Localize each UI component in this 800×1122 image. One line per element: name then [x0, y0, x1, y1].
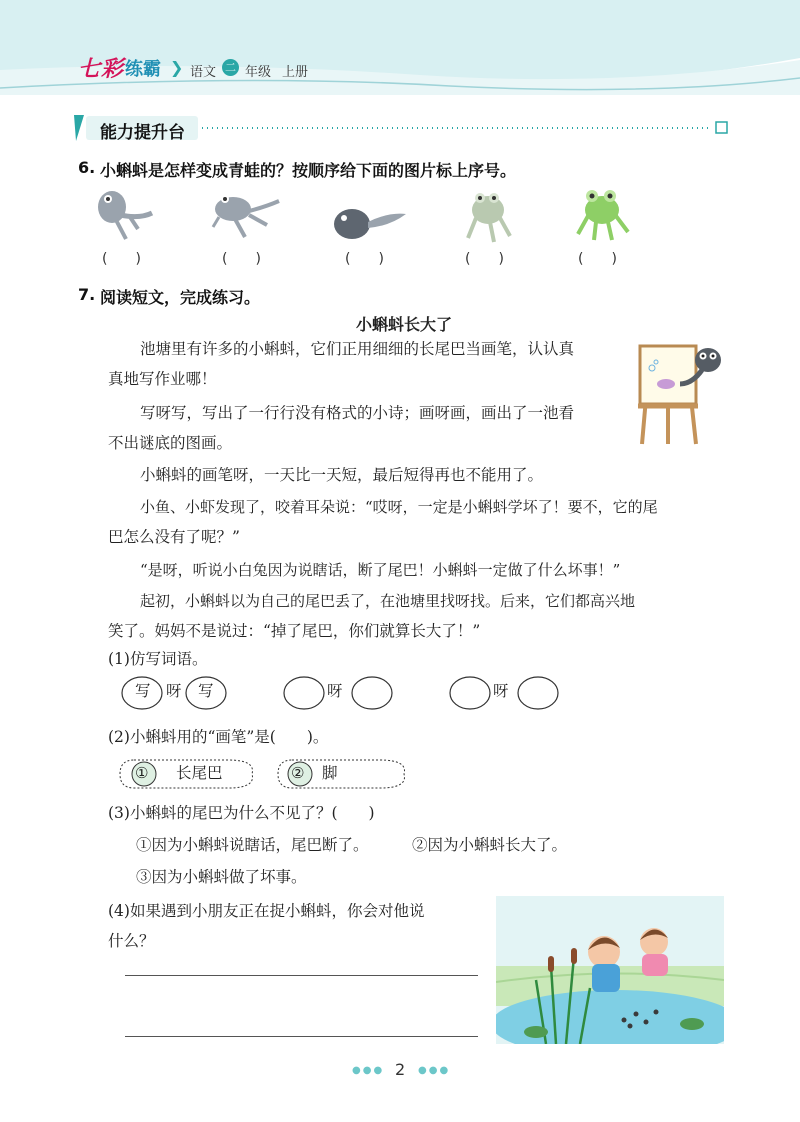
- frog-stage-image-3: [330, 200, 410, 245]
- footer-dots-left: ●●●: [352, 1065, 385, 1076]
- passage-paragraph-4-line-2: 巴怎么没有了呢？”: [108, 528, 240, 546]
- q7-number: 7.: [78, 285, 96, 304]
- sub3-option-1[interactable]: ①因为小蝌蚪说瞎话，尾巴断了。: [136, 836, 369, 854]
- sub3-option-3[interactable]: ③因为小蝌蚪做了坏事。: [136, 868, 307, 886]
- frog-stage-image-2: [205, 185, 285, 245]
- q6-prompt: 小蝌蚪是怎样变成青蛙的？按顺序给下面的图片标上序号。: [100, 161, 517, 180]
- q6-answer-blank-5[interactable]: ( ): [578, 251, 617, 267]
- subject-label: 语文: [190, 65, 217, 80]
- answer-line-2[interactable]: [125, 1036, 478, 1037]
- passage-paragraph-6-line-1: 起初，小蝌蚪以为自己的尾巴丢了，在池塘里找呀找。后来，它们都高兴地: [140, 592, 636, 610]
- passage-paragraph-5: “是呀，听说小白兔因为说瞎话，断了尾巴！小蝌蚪一定做了什么坏事！”: [140, 561, 621, 579]
- frog-stage-image-5: [572, 182, 634, 244]
- word-bubble-set-2-connector: 呀: [327, 682, 343, 700]
- brand-subtitle: 练霸: [125, 59, 161, 80]
- sub3-label: (3)小蝌蚪的尾巴为什么不见了？( ): [108, 804, 375, 822]
- q6-answer-blank-2[interactable]: ( ): [222, 251, 261, 267]
- footer-dots-right: ●●●: [418, 1065, 451, 1076]
- sub2-label: (2)小蝌蚪用的“画笔”是( )。: [108, 728, 329, 746]
- brand-logo: 七彩: [78, 57, 125, 82]
- frog-stage-image-1: [90, 185, 160, 245]
- grade-number-badge: 二: [222, 59, 239, 76]
- passage-paragraph-2-line-1: 写呀写，写出了一行行没有格式的小诗；画呀画，画出了一池看: [140, 404, 575, 422]
- q6-answer-blank-4[interactable]: ( ): [465, 251, 504, 267]
- sub2-option-1-number: ①: [135, 764, 149, 782]
- answer-line-1[interactable]: [125, 975, 478, 976]
- passage-paragraph-1-line-2: 真地写作业哪！: [108, 370, 217, 388]
- example-word-1: 写: [135, 682, 151, 700]
- frog-stage-image-4: [460, 182, 520, 244]
- sub2-option-2-number: ②: [291, 764, 305, 782]
- sub2-option-1-text: 长尾巴: [176, 764, 223, 782]
- example-word-2: 呀: [166, 682, 182, 700]
- passage-paragraph-2-line-2: 不出谜底的图画。: [108, 434, 233, 452]
- sub1-label: (1)仿写词语。: [108, 650, 208, 668]
- q7-prompt: 阅读短文，完成练习。: [100, 288, 261, 307]
- passage-paragraph-1-line-1: 池塘里有许多的小蝌蚪，它们正用细细的长尾巴当画笔，认认真: [140, 340, 575, 358]
- tadpole-easel-illustration: [636, 332, 726, 447]
- passage-paragraph-3: 小蝌蚪的画笔呀，一天比一天短，最后短得再也不能用了。: [140, 466, 544, 484]
- sub2-option-2-text: 脚: [322, 764, 338, 782]
- sub4-question-line-2: 什么？: [108, 932, 155, 950]
- passage-paragraph-6-line-2: 笑了。妈妈不是说过：“掉了尾巴，你们就算长大了！”: [108, 622, 481, 640]
- word-bubble-set-3-connector: 呀: [493, 682, 509, 700]
- section-title: 能力提升台: [100, 123, 185, 143]
- sub3-option-2[interactable]: ②因为小蝌蚪长大了。: [412, 836, 568, 854]
- chevron-right-icon: ❯: [170, 58, 184, 77]
- page-number: 2: [395, 1060, 406, 1079]
- passage-title: 小蝌蚪长大了: [356, 315, 453, 334]
- q6-number: 6.: [78, 158, 96, 177]
- volume-label: 上册: [282, 65, 309, 80]
- example-word-3: 写: [198, 682, 214, 700]
- q6-answer-blank-1[interactable]: ( ): [102, 251, 141, 267]
- grade-label: 年级: [245, 65, 272, 80]
- passage-paragraph-4-line-1: 小鱼、小虾发现了，咬着耳朵说：“哎呀，一定是小蝌蚪学坏了！要不，它的尾: [140, 498, 658, 516]
- q6-answer-blank-3[interactable]: ( ): [345, 251, 384, 267]
- children-pond-illustration: [496, 896, 724, 1044]
- sub4-question-line-1: (4)如果遇到小朋友正在捉小蝌蚪，你会对他说: [108, 902, 425, 920]
